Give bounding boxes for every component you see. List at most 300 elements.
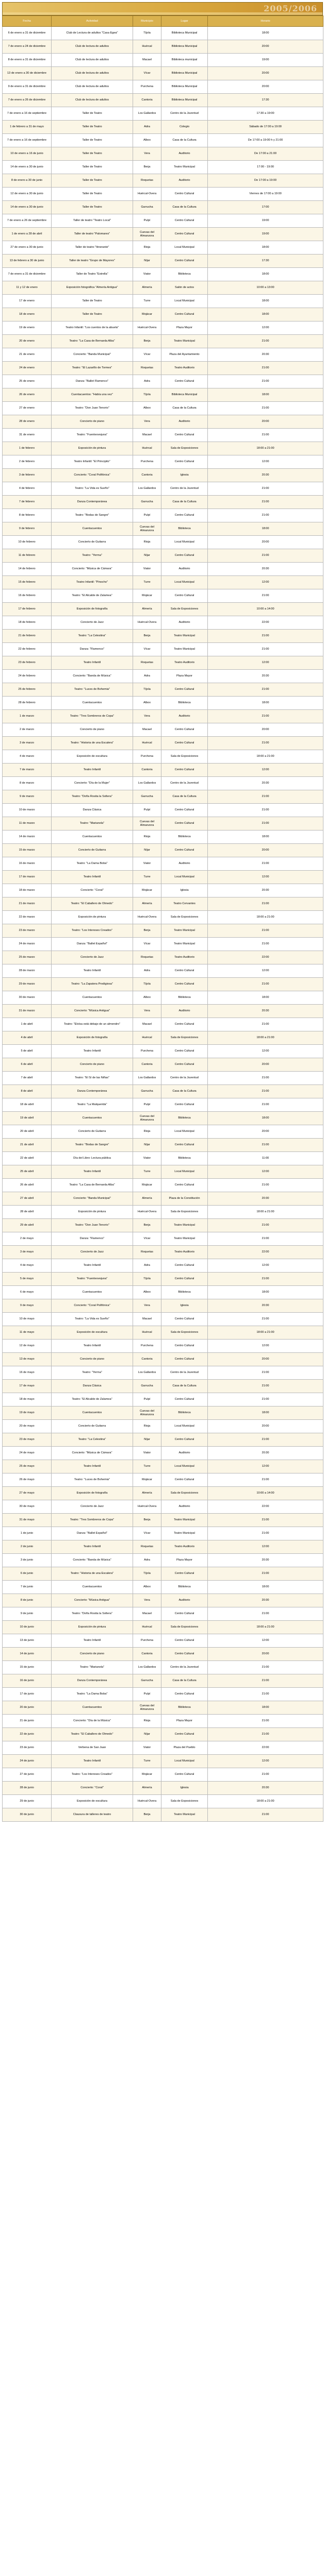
cell-fecha: 25 de marzo xyxy=(3,951,52,964)
cell-municipio: Purchena xyxy=(133,750,161,764)
cell-lugar: Biblioteca municipal xyxy=(161,54,208,67)
table-row xyxy=(3,643,323,656)
cell-lugar: Iglesia xyxy=(161,1299,208,1313)
cell-fecha: 20 de mayo xyxy=(3,1420,52,1433)
cell-lugar: Teatro Municipal xyxy=(161,335,208,348)
table-row xyxy=(3,496,323,509)
table-row xyxy=(3,576,323,589)
cell-fecha: 4 de mayo xyxy=(3,1259,52,1273)
cell-municipio: Purchena xyxy=(133,80,161,94)
table-row xyxy=(3,1795,323,1808)
cell-lugar: Centro Cultural xyxy=(161,1045,208,1058)
cell-actividad: Danza: "Ballet Español" xyxy=(52,938,133,951)
cell-horario: 21:00 xyxy=(208,429,323,442)
cell-horario: 20:00 xyxy=(208,80,323,94)
cell-actividad: Teatro: "Historia de una Escalera" xyxy=(52,737,133,750)
cell-lugar: Sala de Exposiciones xyxy=(161,1326,208,1340)
cell-horario: 21:00 xyxy=(208,683,323,697)
cell-lugar: Centro Cultural xyxy=(161,1340,208,1353)
table-row xyxy=(3,1192,323,1206)
banner-watermark: 2005/2006 xyxy=(264,4,317,13)
table-row xyxy=(3,1728,323,1741)
cell-fecha: 11 de mayo xyxy=(3,1326,52,1340)
cell-fecha: 10 de mayo xyxy=(3,1313,52,1326)
table-row xyxy=(3,804,323,817)
cell-lugar: Auditorio xyxy=(161,1594,208,1607)
cell-lugar: Centro Cultural xyxy=(161,844,208,857)
cell-fecha: 21 de marzo xyxy=(3,897,52,911)
table-row xyxy=(3,147,323,161)
cell-actividad: Club de lectura de adultos xyxy=(52,94,133,107)
cell-fecha: 4 de marzo xyxy=(3,750,52,764)
cell-lugar: Centro Cultural xyxy=(161,1688,208,1701)
cell-horario: 21:00 xyxy=(208,1313,323,1326)
cell-lugar: Sala de Exposiciones xyxy=(161,1621,208,1634)
cell-actividad: Taller de Teatro xyxy=(52,295,133,308)
cell-lugar: Auditorio xyxy=(161,563,208,576)
cell-lugar: Biblioteca xyxy=(161,991,208,1005)
cell-lugar: Centro Cultural xyxy=(161,1607,208,1621)
cell-actividad: Concierto de piano xyxy=(52,1648,133,1661)
cell-fecha: 10 de febrero xyxy=(3,536,52,549)
table-row xyxy=(3,817,323,831)
cell-horario: 12:00 xyxy=(208,656,323,670)
cell-municipio: Purchena xyxy=(133,1045,161,1058)
cell-lugar: Centro Cultural xyxy=(161,1058,208,1072)
cell-fecha: 26 de abril xyxy=(3,1179,52,1192)
cell-actividad: Teatro: "Don Juan Tenorio" xyxy=(52,402,133,415)
table-row xyxy=(3,603,323,616)
cell-actividad: Danza Clásica xyxy=(52,804,133,817)
cell-actividad: Teatro: "El Caballero de Olmedo" xyxy=(52,897,133,911)
table-row xyxy=(3,1473,323,1487)
cell-actividad: Teatro: "La Vida es Sueño" xyxy=(52,1313,133,1326)
cell-fecha: 18 de febrero xyxy=(3,616,52,630)
cell-horario: 20:00 xyxy=(208,536,323,549)
table-row xyxy=(3,241,323,255)
table-row xyxy=(3,1098,323,1112)
cell-actividad: Concierto: "Coral" xyxy=(52,884,133,897)
cell-actividad: Teatro: "El Alcalde de Zalamea" xyxy=(52,589,133,603)
cell-municipio: Berja xyxy=(133,630,161,643)
cell-horario: 21:00 xyxy=(208,1393,323,1406)
cell-horario: 18:00 xyxy=(208,1286,323,1299)
table-row xyxy=(3,1755,323,1768)
cell-municipio: Vícar xyxy=(133,1527,161,1540)
cell-municipio: Macael xyxy=(133,723,161,737)
cell-municipio: Adra xyxy=(133,121,161,134)
cell-actividad: Teatro: "Fuenteovejuna" xyxy=(52,1273,133,1286)
cell-actividad: Cuentacuentos xyxy=(52,1112,133,1125)
cell-horario: 17:00 - 19:00 xyxy=(208,161,323,174)
cell-horario: 21:00 xyxy=(208,1715,323,1728)
table-row xyxy=(3,201,323,214)
cell-lugar: Centro Cultural xyxy=(161,589,208,603)
cell-actividad: Exposición de escultura xyxy=(52,1795,133,1808)
cell-horario: 21:00 xyxy=(208,1179,323,1192)
cell-fecha: 27 de enero xyxy=(3,402,52,415)
cell-lugar: Plaza Mayor xyxy=(161,670,208,683)
cell-municipio: Roquetas xyxy=(133,362,161,375)
cell-fecha: 26 de mayo xyxy=(3,1473,52,1487)
cell-horario: 12:00 xyxy=(208,455,323,469)
cell-horario: 21:00 xyxy=(208,1527,323,1540)
cell-municipio: Los Gallardos xyxy=(133,777,161,790)
cell-municipio: Vera xyxy=(133,147,161,161)
cell-municipio: Garrucha xyxy=(133,790,161,804)
cell-fecha: 22 de abril xyxy=(3,1152,52,1165)
cell-municipio: Berja xyxy=(133,161,161,174)
cell-lugar: Teatro Municipal xyxy=(161,1219,208,1232)
cell-horario: 21:00 xyxy=(208,509,323,522)
cell-actividad: Taller de Teatro xyxy=(52,121,133,134)
cell-horario: 18:00 a 21:00 xyxy=(208,911,323,924)
cell-municipio: Vera xyxy=(133,710,161,723)
cell-horario: 21:00 xyxy=(208,897,323,911)
cell-horario: 21:00 xyxy=(208,1473,323,1487)
cell-municipio: Purchena xyxy=(133,1340,161,1353)
table-row xyxy=(3,429,323,442)
cell-lugar: Centro Cultural xyxy=(161,764,208,777)
cell-horario: 21:00 xyxy=(208,1072,323,1085)
table-row xyxy=(3,1688,323,1701)
cell-fecha: 27 de mayo xyxy=(3,1487,52,1500)
cell-horario: 17:30 xyxy=(208,94,323,107)
cell-fecha: 20 de abril xyxy=(3,1125,52,1139)
cell-horario: 18:00 a 21:00 xyxy=(208,442,323,455)
cell-actividad: Exposición de pintura xyxy=(52,911,133,924)
header-municipio: Municipio xyxy=(133,16,161,27)
table-row xyxy=(3,991,323,1005)
cell-municipio: Roquetas xyxy=(133,1246,161,1259)
cell-municipio: Mojácar xyxy=(133,1768,161,1782)
cell-lugar: Auditorio xyxy=(161,147,208,161)
cell-lugar: Biblioteca xyxy=(161,831,208,844)
cell-lugar: Biblioteca Municipal xyxy=(161,40,208,54)
cell-horario: 18:00 xyxy=(208,295,323,308)
cell-lugar: Centro Cultural xyxy=(161,723,208,737)
table-row xyxy=(3,656,323,670)
table-row xyxy=(3,1701,323,1715)
cell-horario: 12:00 xyxy=(208,1340,323,1353)
cell-lugar: Centro de la Juventud xyxy=(161,482,208,496)
cell-horario: 21:00 xyxy=(208,1728,323,1741)
cell-actividad: Teatro: "Marianela" xyxy=(52,1661,133,1674)
cell-actividad: Teatro: "Yerma" xyxy=(52,549,133,563)
cell-fecha: 25 de enero xyxy=(3,375,52,388)
cell-horario: 12:00 xyxy=(208,1755,323,1768)
cell-municipio: Mojácar xyxy=(133,589,161,603)
cell-lugar: Centro Cultural xyxy=(161,1098,208,1112)
cell-horario: 18:00 xyxy=(208,991,323,1005)
cell-actividad: Teatro Infantil xyxy=(52,1165,133,1179)
table-row xyxy=(3,1808,323,1822)
cell-municipio: Albox xyxy=(133,1581,161,1594)
cell-municipio: Viator xyxy=(133,563,161,576)
cell-horario: 21:00 xyxy=(208,1098,323,1112)
cell-horario: 21:00 xyxy=(208,1018,323,1031)
cell-horario: 20:30 xyxy=(208,563,323,576)
cell-municipio: Viator xyxy=(133,1447,161,1460)
cell-fecha: 7 de abril xyxy=(3,1072,52,1085)
cell-actividad: Concierto: "Coral" xyxy=(52,1782,133,1795)
table-row xyxy=(3,924,323,938)
table-row xyxy=(3,161,323,174)
cell-fecha: 9 de mayo xyxy=(3,1299,52,1313)
cell-lugar: Sala de Exposiciones xyxy=(161,1487,208,1500)
cell-actividad: Teatro: "El Alcalde de Zalamea" xyxy=(52,1393,133,1406)
table-row xyxy=(3,1206,323,1219)
cell-fecha: 19 de enero xyxy=(3,321,52,335)
cell-municipio: Los Gallardos xyxy=(133,1366,161,1380)
cell-horario: 21:00 xyxy=(208,1514,323,1527)
table-row xyxy=(3,1326,323,1340)
cell-horario: 21:00 xyxy=(208,1139,323,1152)
cell-lugar: Centro Cultural xyxy=(161,817,208,831)
cell-horario: 12:00 xyxy=(208,1165,323,1179)
cell-municipio: Huércal xyxy=(133,737,161,750)
cell-municipio: Albox xyxy=(133,134,161,147)
cell-municipio: Tíjola xyxy=(133,978,161,991)
cell-horario: 21:00 xyxy=(208,1661,323,1674)
cell-lugar: Local Municipal xyxy=(161,295,208,308)
cell-lugar: Biblioteca Municipal xyxy=(161,388,208,402)
cell-fecha: 14 de junio xyxy=(3,1648,52,1661)
cell-horario: 21:00 xyxy=(208,482,323,496)
cell-fecha: 3 de mayo xyxy=(3,1246,52,1259)
cell-municipio: Pulpí xyxy=(133,804,161,817)
cell-horario: 17:00 xyxy=(208,201,323,214)
table-row xyxy=(3,549,323,563)
cell-horario: 21:00 xyxy=(208,630,323,643)
cell-horario: 21:00 xyxy=(208,737,323,750)
cell-actividad: Teatro: "Doña Rosita la Soltera" xyxy=(52,790,133,804)
cell-municipio: Berja xyxy=(133,924,161,938)
cell-fecha: 21 de junio xyxy=(3,1715,52,1728)
cell-horario: 21:00 xyxy=(208,402,323,415)
cell-fecha: 29 de marzo xyxy=(3,978,52,991)
cell-fecha: 25 de mayo xyxy=(3,1460,52,1473)
cell-fecha: 11 y 12 de enero xyxy=(3,281,52,295)
cell-fecha: 17 de febrero xyxy=(3,603,52,616)
cell-actividad: Concierto: "Banda Municipal" xyxy=(52,1192,133,1206)
cell-actividad: Teatro: "Fuenteovejuna" xyxy=(52,429,133,442)
table-row xyxy=(3,1581,323,1594)
cell-actividad: Clausura de talleres de teatro xyxy=(52,1808,133,1822)
cell-lugar: Teatro Municipal xyxy=(161,1514,208,1527)
cell-actividad: Concierto: "Música Antigua" xyxy=(52,1005,133,1018)
cell-horario: 21:00 xyxy=(208,1366,323,1380)
cell-actividad: Teatro: "Eloísa está debajo de un almendro" xyxy=(52,1018,133,1031)
cell-horario: 20:30 xyxy=(208,1782,323,1795)
cell-lugar: Salón de actos xyxy=(161,281,208,295)
cell-actividad: Club de lectura de adultos xyxy=(52,67,133,80)
cell-actividad: Teatro Infantil xyxy=(52,1755,133,1768)
cell-actividad: Taller de Teatro xyxy=(52,147,133,161)
cell-horario: 21:00 xyxy=(208,790,323,804)
cell-actividad: Concierto de Guitarra xyxy=(52,1420,133,1433)
cell-actividad: Cuentacuentos xyxy=(52,697,133,710)
cell-municipio: Roquetas xyxy=(133,951,161,964)
cell-fecha: 28 de enero xyxy=(3,415,52,429)
cell-lugar: Centro Cultural xyxy=(161,1634,208,1648)
table-row xyxy=(3,442,323,455)
cell-municipio: Cuevas del Almanzora xyxy=(133,1406,161,1420)
cell-municipio: Garrucha xyxy=(133,496,161,509)
cell-horario: 18:00 xyxy=(208,522,323,536)
cell-municipio: Cantoria xyxy=(133,1648,161,1661)
cell-lugar: Sala de Exposiciones xyxy=(161,750,208,764)
cell-actividad: Exposición de escultura xyxy=(52,1326,133,1340)
cell-lugar: Centro Cultural xyxy=(161,549,208,563)
cell-municipio: Pulpí xyxy=(133,509,161,522)
cell-fecha: 22 de marzo xyxy=(3,911,52,924)
cell-horario: 18:00 xyxy=(208,241,323,255)
cell-horario: 20:30 xyxy=(208,1192,323,1206)
cell-municipio: Macael xyxy=(133,1607,161,1621)
cell-fecha: 23 de mayo xyxy=(3,1433,52,1447)
cell-actividad: Taller de teatro "Teatro Local" xyxy=(52,214,133,228)
cell-municipio: Huércal-Overa xyxy=(133,911,161,924)
cell-horario: 20:00 xyxy=(208,40,323,54)
cell-horario: 19:00 xyxy=(208,228,323,241)
cell-actividad: Taller de Teatro xyxy=(52,134,133,147)
cell-fecha: 29 de junio xyxy=(3,1795,52,1808)
cell-lugar: Casa de la Cultura xyxy=(161,134,208,147)
cell-lugar: Plaza del Pueblo xyxy=(161,1741,208,1755)
cell-fecha: 3 de junio xyxy=(3,1554,52,1567)
cell-municipio: Berja xyxy=(133,335,161,348)
cell-fecha: 2 de mayo xyxy=(3,1232,52,1246)
cell-horario: 22:00 xyxy=(208,1500,323,1514)
cell-horario: 21:00 xyxy=(208,1688,323,1701)
cell-horario: 21:00 xyxy=(208,1085,323,1098)
cell-lugar: Teatro Municipal xyxy=(161,1527,208,1540)
cell-lugar: Centro Cultural xyxy=(161,1353,208,1366)
cell-municipio: Vera xyxy=(133,1299,161,1313)
cell-municipio: Huércal xyxy=(133,1031,161,1045)
cell-actividad: Teatro: "Tres Sombreros de Copa" xyxy=(52,710,133,723)
cell-fecha: 5 de mayo xyxy=(3,1273,52,1286)
cell-municipio: Huércal-Overa xyxy=(133,321,161,335)
cell-actividad: Concierto: "Día de la Mujer" xyxy=(52,777,133,790)
cell-municipio: Huércal-Overa xyxy=(133,188,161,201)
cell-horario: 18:00 a 21:00 xyxy=(208,1326,323,1340)
cell-fecha: 31 de marzo xyxy=(3,1005,52,1018)
cell-actividad: Concierto de piano xyxy=(52,1058,133,1072)
cell-horario: 18:00 xyxy=(208,388,323,402)
table-row xyxy=(3,1393,323,1406)
cell-municipio: Macael xyxy=(133,54,161,67)
cell-actividad: Club de lectura de adultos xyxy=(52,80,133,94)
cell-actividad: Concierto de Jazz xyxy=(52,1246,133,1259)
cell-municipio: Níjar xyxy=(133,844,161,857)
cell-actividad: Teatro: "Historia de una Escalera" xyxy=(52,1567,133,1581)
cell-lugar: Plaza Mayor xyxy=(161,1554,208,1567)
cell-municipio: Berja xyxy=(133,1219,161,1232)
cell-fecha: 18 de marzo xyxy=(3,884,52,897)
cell-lugar: Local Municipal xyxy=(161,241,208,255)
table-row xyxy=(3,683,323,697)
cell-horario: 18:00 a 21:00 xyxy=(208,1795,323,1808)
cell-lugar: Local Municipal xyxy=(161,1125,208,1139)
cell-fecha: 11 de febrero xyxy=(3,549,52,563)
table-body xyxy=(3,27,323,1822)
cell-lugar: Colegio xyxy=(161,121,208,134)
cell-horario: 18:00 a 21:00 xyxy=(208,1031,323,1045)
cell-fecha: 6 de abril xyxy=(3,1058,52,1072)
cell-fecha: 9 de enero a 31 de diciembre xyxy=(3,80,52,94)
table-row xyxy=(3,1607,323,1621)
cell-lugar: Centro de la Juventud xyxy=(161,107,208,121)
cell-fecha: 13 de junio xyxy=(3,1634,52,1648)
cell-fecha: 18 de mayo xyxy=(3,1393,52,1406)
cell-fecha: 7 de enero a 26 de septiembre xyxy=(3,214,52,228)
cell-lugar: Teatro Municipal xyxy=(161,161,208,174)
table-row xyxy=(3,281,323,295)
cell-lugar: Auditorio xyxy=(161,174,208,188)
table-row xyxy=(3,1045,323,1058)
table-row xyxy=(3,1540,323,1554)
table-row xyxy=(3,1353,323,1366)
cell-fecha: 17 de enero xyxy=(3,295,52,308)
cell-horario: 21:00 xyxy=(208,924,323,938)
cell-lugar: Biblioteca xyxy=(161,1581,208,1594)
cell-fecha: 28 de febrero xyxy=(3,697,52,710)
table-row xyxy=(3,188,323,201)
cell-horario: 20:30 xyxy=(208,1447,323,1460)
cell-actividad: Teatro: "Luces de Bohemia" xyxy=(52,1473,133,1487)
cell-horario: 21:00 xyxy=(208,1674,323,1688)
cell-municipio: Pulpí xyxy=(133,1393,161,1406)
cell-actividad: Danza: "Ballet Español" xyxy=(52,1527,133,1540)
cell-municipio: Almería xyxy=(133,281,161,295)
cell-fecha: 7 de enero a 26 de diciembre xyxy=(3,94,52,107)
cell-fecha: 17 de mayo xyxy=(3,1380,52,1393)
cell-fecha: 16 de marzo xyxy=(3,857,52,871)
table-row xyxy=(3,321,323,335)
cell-municipio: Garrucha xyxy=(133,1674,161,1688)
cell-fecha: 1 de junio xyxy=(3,1527,52,1540)
cell-fecha: 21 de abril xyxy=(3,1139,52,1152)
cell-horario: 21:00 xyxy=(208,549,323,563)
cell-municipio: Viator xyxy=(133,857,161,871)
table-row xyxy=(3,1594,323,1607)
cell-fecha: 1 de enero a 28 de abril xyxy=(3,228,52,241)
cell-municipio: Roquetas xyxy=(133,1540,161,1554)
cell-horario: 18:00 a 21:00 xyxy=(208,1206,323,1219)
cell-municipio: Almería xyxy=(133,1782,161,1795)
cell-horario: 20:00 xyxy=(208,1648,323,1661)
cell-fecha: 27 de junio xyxy=(3,1768,52,1782)
cell-horario: 10:00 a 14:00 xyxy=(208,1487,323,1500)
cell-municipio: Huércal xyxy=(133,1326,161,1340)
cell-horario: 12:00 xyxy=(208,1259,323,1273)
cell-lugar: Teatro Auditorio xyxy=(161,362,208,375)
cell-lugar: Sala de Exposiciones xyxy=(161,1206,208,1219)
cell-municipio: Turre xyxy=(133,576,161,589)
cell-horario: 18:00 xyxy=(208,831,323,844)
table-row xyxy=(3,415,323,429)
cell-municipio: Turre xyxy=(133,871,161,884)
cell-municipio: Garrucha xyxy=(133,1380,161,1393)
cell-actividad: Cuentacuentos xyxy=(52,1286,133,1299)
cell-municipio: Níjar xyxy=(133,549,161,563)
cell-fecha: 9 de marzo xyxy=(3,790,52,804)
table-row xyxy=(3,94,323,107)
cell-horario: 18:00 xyxy=(208,1701,323,1715)
table-row xyxy=(3,630,323,643)
